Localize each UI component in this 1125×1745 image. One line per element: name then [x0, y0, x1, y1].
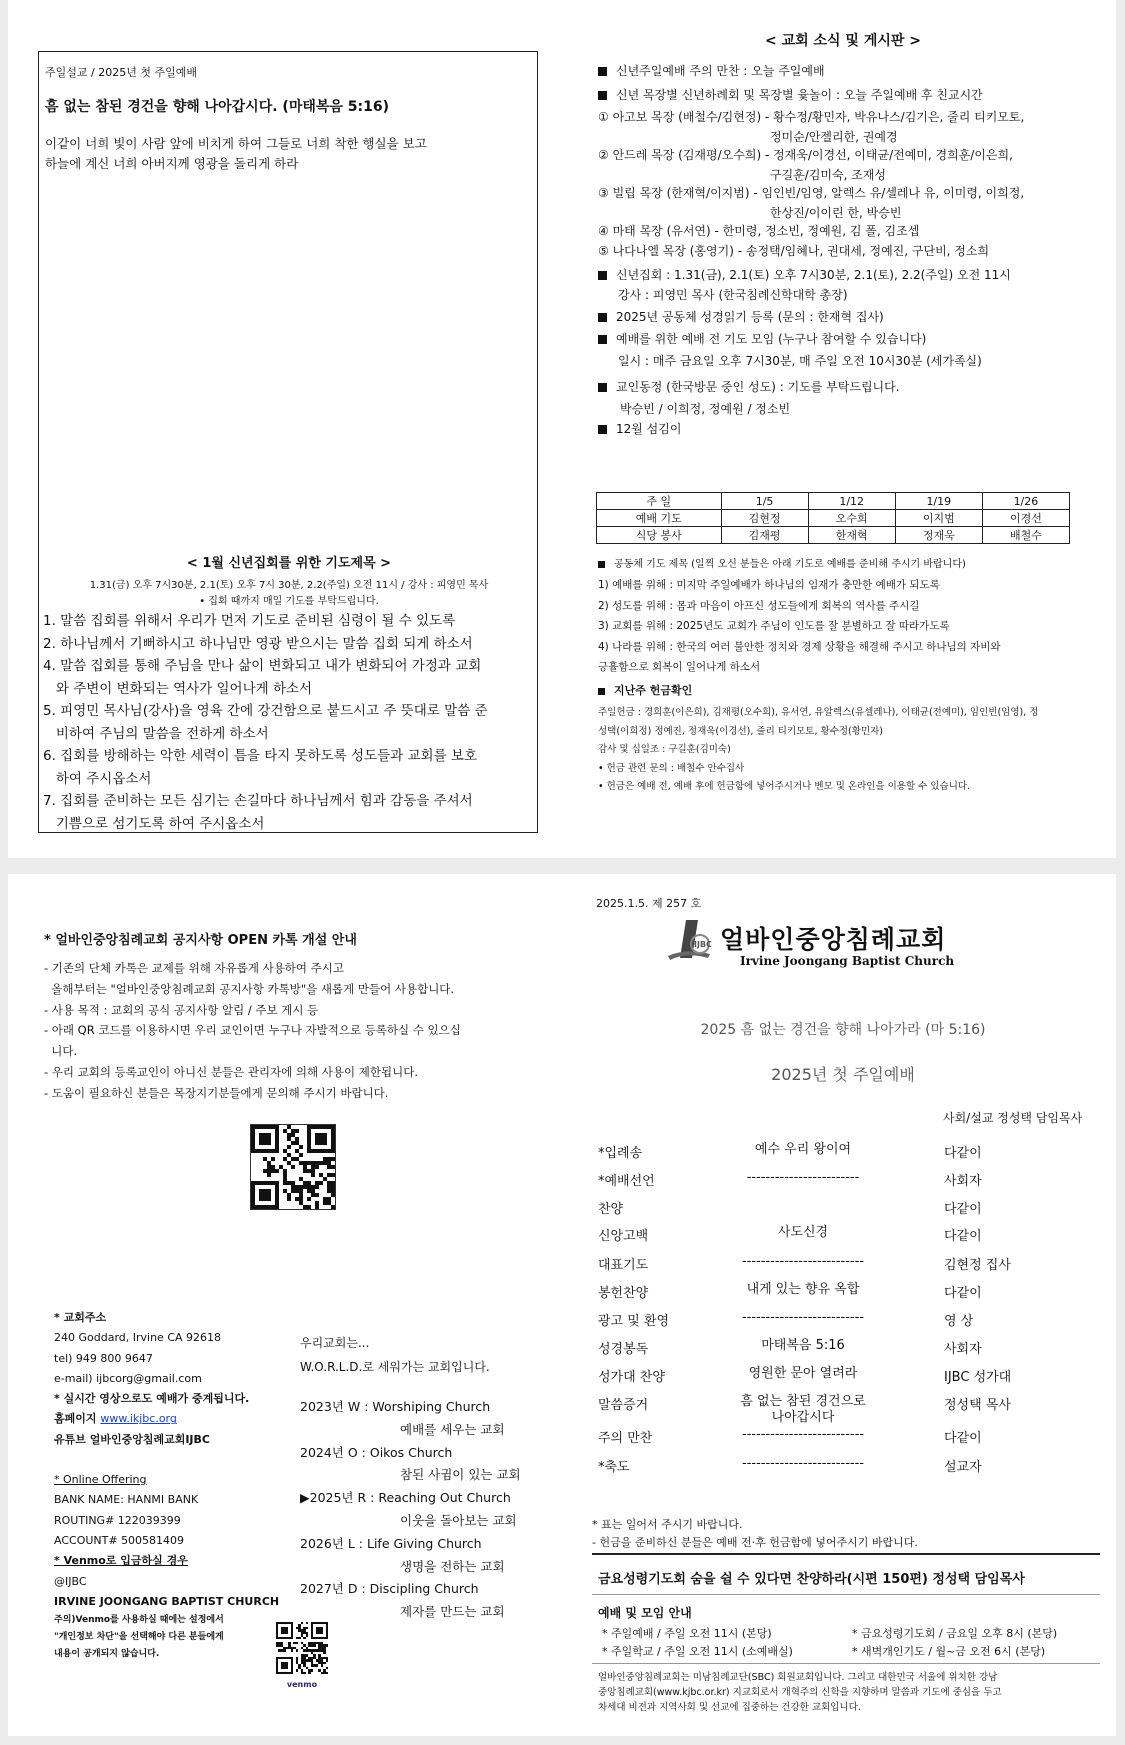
- meeting-item: * 주일학교 / 주일 오전 11시 (소예배실): [602, 1645, 793, 1658]
- venmo-note: 주의)Venmo를 사용하실 때에는 설정에서: [54, 1615, 224, 1626]
- prayer-topics: [598, 575, 1001, 678]
- kakao-qr-code[interactable]: [250, 1124, 336, 1210]
- church-name-kr: 얼바인중앙침례교회: [720, 925, 947, 954]
- table-header-cell: 1/19: [895, 493, 982, 510]
- table-cell: 예배 기도: [597, 510, 722, 527]
- order-item-name: *입례송: [598, 1146, 643, 1161]
- order-item-name: *축도: [598, 1460, 630, 1475]
- world-year: 2024년 O : Oikos Church: [300, 1444, 453, 1460]
- news-text: 한상진/이이린 한, 박승빈: [770, 206, 902, 220]
- order-item-person: 다같이: [944, 1431, 982, 1446]
- sermon-header: 주일설교 / 2025년 첫 주일예배: [45, 66, 197, 79]
- order-item-content: 사도신경: [777, 1225, 829, 1240]
- table-cell: 이경선: [982, 510, 1069, 527]
- sermon-verse: 이같이 너희 빛이 사람 앞에 비치게 하여 그들로 너희 착한 행실을 보고: [45, 136, 427, 151]
- news-item: [770, 204, 901, 221]
- news-text: 신년주일예배 주의 만찬 : 오늘 주일예배: [616, 64, 825, 78]
- news-text: 강사 : 피영민 목사 (한국침례신학대학 총장): [618, 288, 848, 302]
- issue-number: 2025.1.5. 제 257 호: [596, 897, 702, 910]
- order-item-person: 설교자: [944, 1460, 982, 1475]
- prayer-item: 5. 피영민 목사님(강사)을 영육 간에 강건함으로 붙드시고 주 뜻대로 말씀 준: [43, 703, 488, 719]
- bulletin-inner-sheet: [8, 0, 1116, 858]
- bullet-icon: [598, 91, 607, 100]
- order-item-person: 다같이: [944, 1286, 982, 1301]
- table-cell: 식당 봉사: [597, 527, 722, 544]
- prayer-item: 와 주변이 변화되는 역사가 일어나게 하소서: [43, 680, 313, 697]
- table-row: [597, 527, 1070, 544]
- bullet-icon: [598, 383, 607, 392]
- notice-line: - 도움이 필요하신 분들은 목장지기분들에게 문의해 주시기 바랍니다.: [44, 1085, 389, 1100]
- news-text: 교인동정 (한국방문 중인 성도) : 기도를 부탁드립니다.: [616, 380, 900, 394]
- news-text: 일시 : 매주 금요일 오후 7시30분, 매 주일 오전 10시30분 (세가족실): [618, 354, 982, 368]
- sermon-box: [38, 51, 538, 833]
- friday-prayer: 금요성령기도회 숨을 쉴 수 있다면 찬양하라(시편 150편) 정성택 담임목사: [598, 1572, 1025, 1587]
- order-item-name: 광고 및 환영: [598, 1314, 670, 1329]
- news-item: [598, 330, 926, 347]
- notice-line: - 우리 교회의 등록교인이 아니신 분들은 관리자에 의해 사용이 제한됩니다.: [44, 1064, 418, 1079]
- prayer-topic: 3) 교회를 위해 : 2025년도 교회가 주님이 인도를 잘 분별하고 잘 따라가도록: [598, 620, 950, 632]
- news-text: 신년 목장별 신년하례회 및 목장별 윷놀이 : 오늘 주일예배 후 친교시간: [616, 88, 983, 102]
- order-row: [598, 1338, 1058, 1362]
- homepage-line: 홈페이지 www.ikjbc.org: [54, 1412, 177, 1426]
- bullet-icon: [598, 335, 607, 344]
- prayer-topics-title: 공동체 기도 제목 (일찍 오신 분들은 아래 기도로 예배를 준비해 주시기 바랍니다): [598, 555, 966, 570]
- news-item: [598, 184, 1024, 201]
- news-text: 박승빈 / 이희정, 정예원 / 정소빈: [620, 402, 791, 416]
- table-header-row: [597, 493, 1070, 510]
- yearly-theme: 2025 흠 없는 경건을 향해 나아가라 (마 5:16): [700, 1022, 986, 1038]
- news-item: [598, 222, 919, 239]
- divider: [592, 1553, 1100, 1555]
- sermon-verse: 하늘에 계신 너희 아버지께 영광을 돌리게 하라: [45, 156, 299, 171]
- news-text: 2025년 공동체 성경읽기 등록 (문의 : 한재혁 집사): [616, 310, 884, 324]
- routing-number: ROUTING# 122039399: [54, 1513, 181, 1527]
- news-item: [598, 378, 900, 395]
- news-text: ① 아고보 목장 (배철수/김현정) - 황수정/황민자, 박유나스/김기은, 줄리 티키모토,: [598, 110, 1025, 124]
- order-item-content: 내게 있는 향유 옥합: [746, 1282, 860, 1297]
- order-item-content: 예수 우리 왕이여: [754, 1142, 852, 1157]
- account-number: ACCOUNT# 500581409: [54, 1533, 185, 1547]
- news-item: [598, 62, 825, 79]
- order-row: [598, 1170, 1058, 1194]
- world-year: 2023년 W : Worshiping Church: [300, 1399, 491, 1414]
- order-item-person: 사회자: [944, 1174, 982, 1189]
- service-title: 2025년 첫 주일예배: [771, 1065, 915, 1084]
- world-year: ▶2025년 R : Reaching Out Church: [300, 1490, 511, 1506]
- notice-line: 올해부터는 "얼바인중앙침례교회 공지사항 카톡방"을 새롭게 만들어 사용합니다.: [44, 981, 455, 996]
- order-item-name: 성가대 찬양: [598, 1370, 665, 1385]
- news-item: [770, 128, 898, 145]
- serving-table: [596, 492, 1070, 544]
- world-desc: 참된 사귐이 있는 교회: [400, 1467, 521, 1483]
- news-text: 정미순/안젤리한, 권예경: [770, 130, 898, 144]
- meeting-item: * 새벽개인기도 / 월~금 오전 6시 (본당): [852, 1645, 1046, 1658]
- order-note: - 헌금을 준비하신 분들은 예배 전·후 헌금함에 넣어주시기 바랍니다.: [592, 1536, 918, 1549]
- stream-note: * 실시간 영상으로도 예배가 중계됩니다.: [54, 1392, 250, 1406]
- church-name-upper: IRVINE JOONGANG BAPTIST CHURCH: [54, 1594, 280, 1608]
- order-item-name: 신앙고백: [598, 1229, 649, 1244]
- prayer-schedule: 1.31(금) 오후 7시30분, 2.1(토) 오후 7시 30분, 2.2(주일) 오전 11시 / 강사 : 피영민 목사: [89, 580, 489, 591]
- order-item-name: 봉헌찬양: [598, 1286, 649, 1301]
- news-item: [598, 308, 884, 325]
- news-text: 구길훈/김미숙, 조재성: [770, 168, 887, 182]
- notice-line: - 아래 QR 코드를 이용하시면 우리 교인이면 누구나 자발적으로 등록하실 수 있으십: [44, 1023, 461, 1038]
- news-item: [598, 420, 681, 437]
- order-item-name: 말씀증거: [598, 1398, 649, 1413]
- order-row: [598, 1427, 1058, 1451]
- venmo-label: venmo: [286, 1680, 318, 1689]
- world-intro: W.O.R.L.D.로 세워가는 교회입니다.: [300, 1360, 490, 1374]
- venmo-id: @IJBC: [54, 1574, 87, 1588]
- venmo-note: 내용이 공개되지 않습니다.: [54, 1649, 160, 1660]
- world-list: [300, 1396, 540, 1624]
- table-cell: 한재혁: [808, 527, 895, 544]
- order-item-name: 대표기도: [598, 1258, 649, 1273]
- prayer-item: 2. 하나님께서 기뻐하시고 하나님만 영광 받으시는 말씀 집회 되게 하소서: [43, 635, 473, 652]
- news-item: [598, 86, 983, 103]
- table-cell: 오수희: [808, 510, 895, 527]
- online-offering-title: * Online Offering: [54, 1473, 147, 1487]
- order-row: [598, 1366, 1058, 1390]
- order-row: [598, 1282, 1058, 1306]
- order-row: [598, 1225, 1058, 1249]
- order-item-name: 성경봉독: [598, 1342, 649, 1357]
- prayer-item: 비하여 주님의 말씀을 전하게 하소서: [43, 725, 269, 742]
- news-item: [598, 108, 1024, 125]
- divider: [592, 1594, 1100, 1595]
- prayer-title: < 1월 신년집회를 위한 기도제목 >: [186, 556, 392, 571]
- order-row: [598, 1254, 1058, 1278]
- offering-title: 지난주 헌금확인: [598, 682, 692, 698]
- prayer-topic: 2) 성도를 위해 : 몸과 마음이 아프신 성도들에게 회복의 역사를 주시길: [598, 599, 920, 612]
- notice-line: - 기존의 단체 카톡은 교제를 위해 자유롭게 사용하여 주시고: [44, 961, 345, 975]
- prayer-item: 1. 말씀 집회를 위해서 우리가 먼저 기도로 준비된 심령이 될 수 있도록: [43, 613, 456, 629]
- email[interactable]: e-mail) ijbcorg@gmail.com: [54, 1371, 202, 1385]
- order-item-person: 다같이: [944, 1229, 982, 1244]
- prayer-topic: 긍휼함으로 회복이 일어나게 하소서: [598, 661, 761, 673]
- order-item-name: 찬양: [598, 1202, 624, 1217]
- order-item-content: --------------------------: [742, 1456, 864, 1471]
- description-line: 얼바인중앙침례교회는 미남침례교단(SBC) 회원교회입니다. 그리고 대한민국 서울에 위치한 강남: [598, 1672, 998, 1683]
- venmo-qr-code[interactable]: [276, 1622, 328, 1674]
- offering-list: [598, 704, 1038, 797]
- order-item-person: 영 상: [944, 1314, 974, 1329]
- notice-list: [44, 958, 461, 1104]
- prayer-item: 6. 집회를 방해하는 악한 세력이 틈을 타지 못하도록 성도들과 교회를 보호: [43, 748, 477, 764]
- bullet-icon: [598, 425, 607, 434]
- prayer-item: 하여 주시옵소서: [43, 770, 152, 787]
- venmo-note: "개인정보 차단"을 선택해야 다른 분들에게: [54, 1632, 224, 1643]
- logo-text: IJBC: [694, 940, 712, 949]
- order-item-content: --------------------------: [742, 1310, 864, 1325]
- order-item-person: 다같이: [944, 1202, 982, 1217]
- news-text: ④ 마태 목장 (유서연) - 한미령, 정소빈, 정예원, 김 폴, 김조셉: [598, 224, 920, 238]
- world-year: 2027년 D : Discipling Church: [300, 1581, 479, 1597]
- table-cell: 이지범: [895, 510, 982, 527]
- order-row: [598, 1142, 1058, 1166]
- meeting-item: * 주일예배 / 주일 오전 11시 (본당): [602, 1627, 772, 1640]
- order-note: * 표는 일어서 주시기 바랍니다.: [592, 1518, 743, 1531]
- news-text: ② 안드레 목장 (김재평/오수희) - 정재욱/이경선, 이태균/전예미, 경희훈/이은희,: [598, 148, 1013, 162]
- divider: [592, 1663, 1100, 1664]
- address: 240 Goddard, Irvine CA 92618: [54, 1331, 222, 1345]
- table-cell: 배철수: [982, 527, 1069, 544]
- news-item: [618, 286, 848, 303]
- homepage-link[interactable]: www.ikjbc.org: [100, 1412, 177, 1426]
- description-line: 중앙침례교회(www.kjbc.or.kr) 지교회로서 개혁주의 신학을 지향하며 말씀과 기도에 중심을 두고: [598, 1687, 1002, 1698]
- news-item: [620, 400, 790, 417]
- table-header-cell: 주 일: [597, 493, 722, 510]
- world-desc: 생명을 전하는 교회: [400, 1558, 505, 1574]
- notice-line: 니다.: [44, 1044, 78, 1059]
- order-item-person: 사회자: [944, 1342, 982, 1357]
- bank-name: BANK NAME: HANMI BANK: [54, 1493, 199, 1507]
- notice-line: - 사용 목적 : 교회의 공식 공지사항 알림 / 주보 게시 등: [44, 1002, 319, 1017]
- description-line: 차세대 비전과 지역사회 및 선교에 집중하는 건강한 교회입니다.: [598, 1702, 861, 1713]
- address-title: * 교회주소: [54, 1311, 107, 1324]
- world-desc: 이웃을 돌아보는 교회: [400, 1512, 517, 1528]
- order-item-person: 다같이: [944, 1146, 982, 1161]
- church-logo: [666, 918, 718, 966]
- offering-line: 성택(이희정) 정예진, 정재욱(이경선), 줄리 티키모토, 황수정(황민자): [598, 725, 883, 737]
- table-row: [597, 510, 1070, 527]
- table-cell: 정재욱: [895, 527, 982, 544]
- church-description: [598, 1670, 1002, 1715]
- order-item-person: 김현정 집사: [944, 1258, 1011, 1273]
- offering-line: 감사 및 십일조 : 구길훈(김미숙): [598, 744, 731, 755]
- order-item-content: --------------------------: [742, 1254, 864, 1269]
- table-cell: 김재평: [721, 527, 808, 544]
- bullet-icon: [598, 313, 607, 322]
- order-item-name: 주의 만찬: [598, 1431, 653, 1446]
- order-row: [598, 1198, 1058, 1222]
- prayer-list: [43, 610, 535, 835]
- world-desc: 예배를 세우는 교회: [400, 1421, 505, 1437]
- news-item: [770, 166, 886, 183]
- notice-title: * 얼바인중앙침례교회 공지사항 OPEN 카톡 개설 안내: [44, 933, 357, 948]
- news-text: ⑤ 나다나엘 목장 (홍영기) - 송정택/임혜나, 권대세, 정예진, 구단비, 정소희: [598, 244, 990, 258]
- world-intro: 우리교회는...: [300, 1336, 370, 1350]
- order-item-content: ------------------------: [746, 1170, 860, 1185]
- prayer-topic: 1) 예배를 위해 : 미지막 주일예배가 하나님의 임재가 충만한 예배가 되도록: [598, 579, 940, 591]
- world-year: 2026년 L : Life Giving Church: [300, 1535, 482, 1551]
- offering-line: 주일헌금 : 경희훈(이은희), 김재평(오수희), 유서연, 유알렉스(유셀레나), 이태균(전예미), 임인빈(임영), 정: [598, 707, 1039, 718]
- prayer-topic: 4) 나라를 위해 : 한국의 여러 불안한 정치와 경제 상황을 해결해 주시고 하나님의 자비와: [598, 640, 1001, 653]
- sermon-title: 흠 없는 참된 경건을 향해 나아갑시다. (마태복음 5:16): [45, 99, 390, 115]
- news-text: 신년집회 : 1.31(금), 2.1(토) 오후 7시30분, 2.1(토), 2.2(주일) 오전 11시: [616, 268, 1011, 282]
- table-header-cell: 1/26: [982, 493, 1069, 510]
- order-item-content: --------------------------: [742, 1427, 864, 1442]
- news-text: 예배를 위한 예배 전 기도 모임 (누구나 참여할 수 있습니다): [616, 332, 927, 346]
- news-item: [598, 242, 989, 259]
- offering-line: • 헌금은 예배 전, 예배 후에 헌금함에 넣어주시거나 벤모 및 온라인을 이용할 수 있습니다.: [598, 781, 971, 792]
- order-row: [598, 1310, 1058, 1334]
- venmo-title: * Venmo로 입금하실 경우: [54, 1554, 188, 1568]
- order-item-person: 정성택 목사: [944, 1398, 1011, 1413]
- prayer-item: 기쁨으로 섬기도록 하여 주시옵소서: [43, 815, 265, 832]
- news-item: [598, 266, 1011, 283]
- order-item-person: IJBC 성가대: [944, 1370, 1012, 1385]
- offering-line: • 헌금 관련 문의 : 배철수 안수집사: [598, 762, 745, 774]
- bulletin-cover-sheet: [8, 874, 1116, 1736]
- meeting-item: * 금요성령기도회 / 금요일 오후 8시 (본당): [852, 1627, 1058, 1640]
- news-item: [618, 352, 982, 369]
- telephone: tel) 949 800 9647: [54, 1351, 153, 1365]
- prayer-item: 4. 말씀 집회를 통해 주님을 만나 삶이 변화되고 내가 변화되어 가정과 교회: [43, 658, 482, 674]
- news-title: < 교회 소식 및 게시판 >: [764, 33, 922, 49]
- church-name-en: Irvine Joongang Baptist Church: [740, 954, 955, 968]
- table-header-cell: 1/12: [808, 493, 895, 510]
- bullet-icon: [598, 67, 607, 76]
- service-leader: 사회/설교 정성택 담임목사: [943, 1111, 1083, 1125]
- news-text: ③ 빌립 목장 (한재혁/이지범) - 임인빈/임영, 알렉스 유/셀레나 유, 이미령, 이희정,: [598, 186, 1025, 200]
- church-info: [54, 1308, 294, 1663]
- order-item-name: *예배선언: [598, 1174, 655, 1189]
- youtube: 유튜브 얼바인중앙침례교회IJBC: [54, 1432, 210, 1446]
- table-header-cell: 1/5: [721, 493, 808, 510]
- bullet-icon: [598, 271, 607, 280]
- prayer-note: • 집회 때까지 매일 기도를 부탁드립니다.: [199, 596, 379, 607]
- table-cell: 김현정: [721, 510, 808, 527]
- order-row: [598, 1456, 1058, 1480]
- prayer-item: 7. 집회를 준비하는 모든 심기는 손길마다 하나님께서 힘과 감동을 주셔서: [43, 793, 473, 809]
- order-item-content: 영원한 문아 열려라: [748, 1366, 858, 1381]
- news-text: 12월 섬김이: [616, 422, 682, 436]
- news-item: [598, 146, 1013, 163]
- world-desc: 제자를 만드는 교회: [400, 1604, 505, 1620]
- order-item-content: 흠 없는 참된 경건으로 나아갑시다: [740, 1394, 866, 1425]
- meeting-title: 예배 및 모임 안내: [598, 1606, 692, 1620]
- order-row: [598, 1394, 1058, 1425]
- order-item-content: 마태복음 5:16: [761, 1338, 845, 1353]
